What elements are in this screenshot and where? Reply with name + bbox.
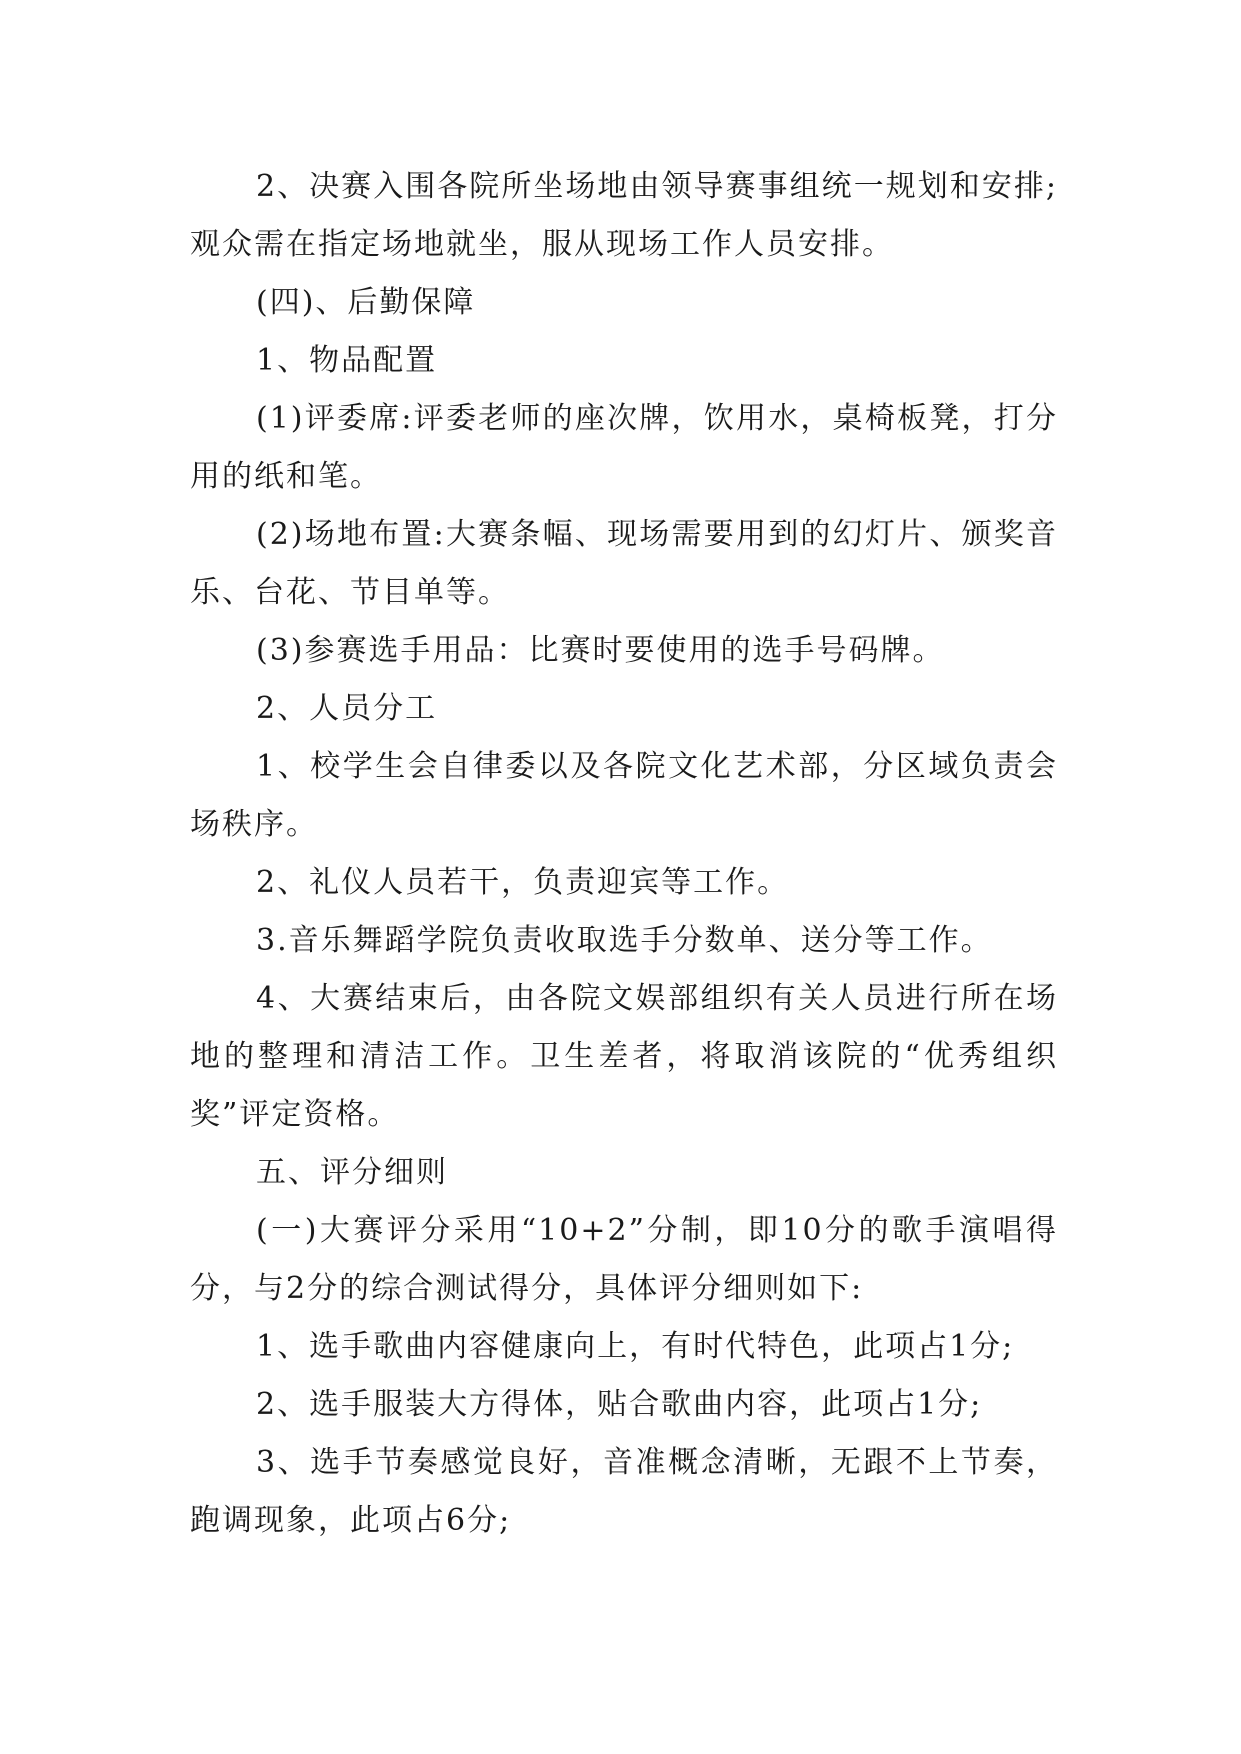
paragraph-etiquette-staff: 2、礼仪人员若干，负责迎宾等工作。 — [256, 865, 790, 900]
heading-supplies: 1、物品配置 — [256, 343, 438, 378]
paragraph-score-collection: 3.音乐舞蹈学院负责收取选手分数单、送分等工作。 — [256, 923, 993, 958]
paragraph-venue-setup: (2)场地布置:大赛条幅、现场需要用到的幻灯片、颁奖音乐、台花、节目单等。 — [190, 517, 1058, 610]
paragraph-scoring-system: (一)大赛评分采用“10+2”分制，即10分的歌手演唱得分，与2分的综合测试得分，具体评分细则如下: — [190, 1213, 1058, 1306]
paragraph-cleanup: 4、大赛结束后，由各院文娱部组织有关人员进行所在场地的整理和清洁工作。卫生差者，将取消该院的“优秀组织奖”评定资格。 — [190, 981, 1058, 1132]
heading-scoring-rules: 五、评分细则 — [256, 1155, 448, 1190]
paragraph-judges-table: (1)评委席:评委老师的座次牌，饮用水，桌椅板凳，打分用的纸和笔。 — [190, 401, 1058, 494]
paragraph-seating: 2、决赛入围各院所坐场地由领导赛事组统一规划和安排;观众需在指定场地就坐，服从现场工作人员安排。 — [190, 169, 1058, 262]
paragraph-rule-costume: 2、选手服装大方得体，贴合歌曲内容，此项占1分; — [256, 1387, 983, 1422]
paragraph-rule-rhythm: 3、选手节奏感觉良好，音准概念清晰，无跟不上节奏，跑调现象，此项占6分; — [190, 1445, 1058, 1538]
heading-staff-division: 2、人员分工 — [256, 691, 438, 726]
heading-logistics: (四)、后勤保障 — [256, 285, 476, 320]
paragraph-order-keeping: 1、校学生会自律委以及各院文化艺术部，分区域负责会场秩序。 — [190, 749, 1058, 842]
paragraph-contestant-items: (3)参赛选手用品：比赛时要使用的选手号码牌。 — [256, 633, 945, 668]
paragraph-rule-content: 1、选手歌曲内容健康向上，有时代特色，此项占1分; — [256, 1329, 1015, 1364]
document-body — [190, 158, 1058, 1550]
